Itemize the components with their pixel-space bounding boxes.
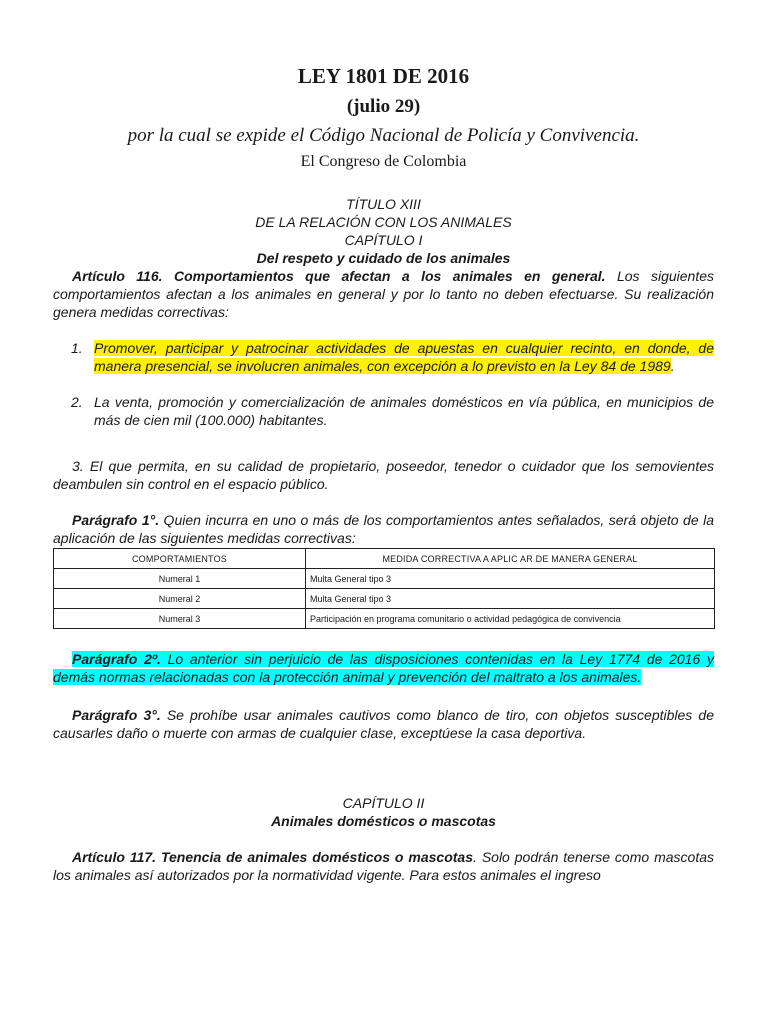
paragrafo-3-block (53, 706, 714, 742)
paragrafo-3-label: Parágrafo 3°. (72, 707, 161, 723)
article-117 (53, 848, 714, 884)
article-116-label: Artículo 116. (72, 268, 163, 284)
column-header-medida: MEDIDA CORRECTIVA A APLIC AR DE MANERA GENERAL (306, 549, 715, 569)
article-117-body: . Solo podrán tenerse como mascotas los animales así autorizados por la normatividad vigente. Para estos animales el ingreso (53, 849, 714, 883)
capitulo-2-name: Animales domésticos o mascotas (271, 813, 496, 829)
law-date: (julio 29) (346, 96, 421, 117)
capitulo-number: CAPÍTULO I (344, 232, 423, 248)
column-header-comportamientos: COMPORTAMIENTOS (54, 549, 306, 569)
article-116-item-2 (53, 393, 714, 429)
capitulo-2-number: CAPÍTULO II (342, 795, 425, 811)
titulo-name: DE LA RELACIÓN CON LOS ANIMALES (255, 214, 512, 230)
table-row (54, 569, 715, 589)
paragrafo-2-text: Lo anterior sin perjuicio de las disposiciones contenidas en la Ley 1774 de 2016 y demás normas relacionadas con la protección animal y prevención del maltrato a los animales. (53, 651, 714, 685)
article-117-heading: Tenencia de animales domésticos o mascotas (160, 849, 473, 865)
list-number: 2. (71, 394, 83, 410)
corrective-measures-table (53, 548, 715, 629)
law-title: LEY 1801 DE 2016 (297, 64, 470, 88)
paragrafo-2-label: Parágrafo 2º. (72, 651, 161, 667)
paragrafo-1-label: Parágrafo 1°. (72, 512, 160, 528)
article-116-intro-text: Los siguientes comportamientos afectan a los animales en general y por lo tanto no deben efectuarse. Su realización genera medidas correctivas: (53, 268, 715, 320)
paragrafo-1 (53, 511, 714, 547)
paragrafo-2 (53, 650, 714, 686)
list-number: 1. (71, 340, 83, 356)
list-item-trail: . (670, 358, 675, 374)
table-row (54, 589, 715, 609)
capitulo-name: Del respeto y cuidado de los animales (256, 250, 511, 266)
paragrafo-2-block (53, 650, 714, 686)
title-heading-block (53, 195, 714, 267)
highlighted-text: Promover, participar y patrocinar actividades de apuestas en cualquier recinto, en donde, de manera presencial, se involucren animales, con excepción a lo previsto en la Ley 84 de 1989 (94, 340, 714, 374)
law-issuer: El Congreso de Colombia (300, 153, 467, 170)
law-subtitle: por la cual se expide el Código Nacional de Policía y Convivencia. (127, 125, 640, 146)
article-116 (53, 267, 714, 547)
table-cell: Numeral 3 (54, 609, 306, 629)
list-item-text: La venta, promoción y comercialización de animales domésticos en vía pública, en municipios de más de cien mil (100.000) habitantes. (94, 394, 714, 428)
table-cell: Numeral 1 (54, 569, 306, 589)
table-cell: Numeral 2 (54, 589, 306, 609)
table-header-row (54, 549, 715, 569)
paragrafo-3-text: Se prohíbe usar animales cautivos como blanco de tiro, con objetos susceptibles de causarles daño o muerte con armas de cualquier clase, exceptúese la casa deportiva. (53, 707, 714, 741)
article-116-item-3: 3. El que permita, en su calidad de propietario, poseedor, tenedor o cuidador que los semovientes deambulen sin control en el espacio público. (53, 458, 714, 492)
table-row (54, 609, 715, 629)
table-cell: Multa General tipo 3 (306, 589, 715, 609)
paragrafo-1-text: Quien incurra en uno o más de los comportamientos antes señalados, será objeto de la aplicación de las siguientes medidas correctivas: (53, 512, 714, 546)
chapter-2-heading-block (53, 794, 714, 830)
table-cell: Multa General tipo 3 (306, 569, 715, 589)
table-cell: Participación en programa comunitario o actividad pedagógica de convivencia (306, 609, 715, 629)
paragrafo-3 (53, 706, 714, 742)
article-116-item-1 (53, 339, 714, 375)
article-117-label: Artículo 117. (72, 849, 157, 865)
article-117-text (53, 848, 714, 884)
document-page (53, 62, 714, 884)
titulo-number: TÍTULO XIII (346, 196, 421, 212)
article-116-heading: Comportamientos que afectan a los animales en general. (173, 268, 606, 284)
article-116-intro (53, 267, 714, 321)
